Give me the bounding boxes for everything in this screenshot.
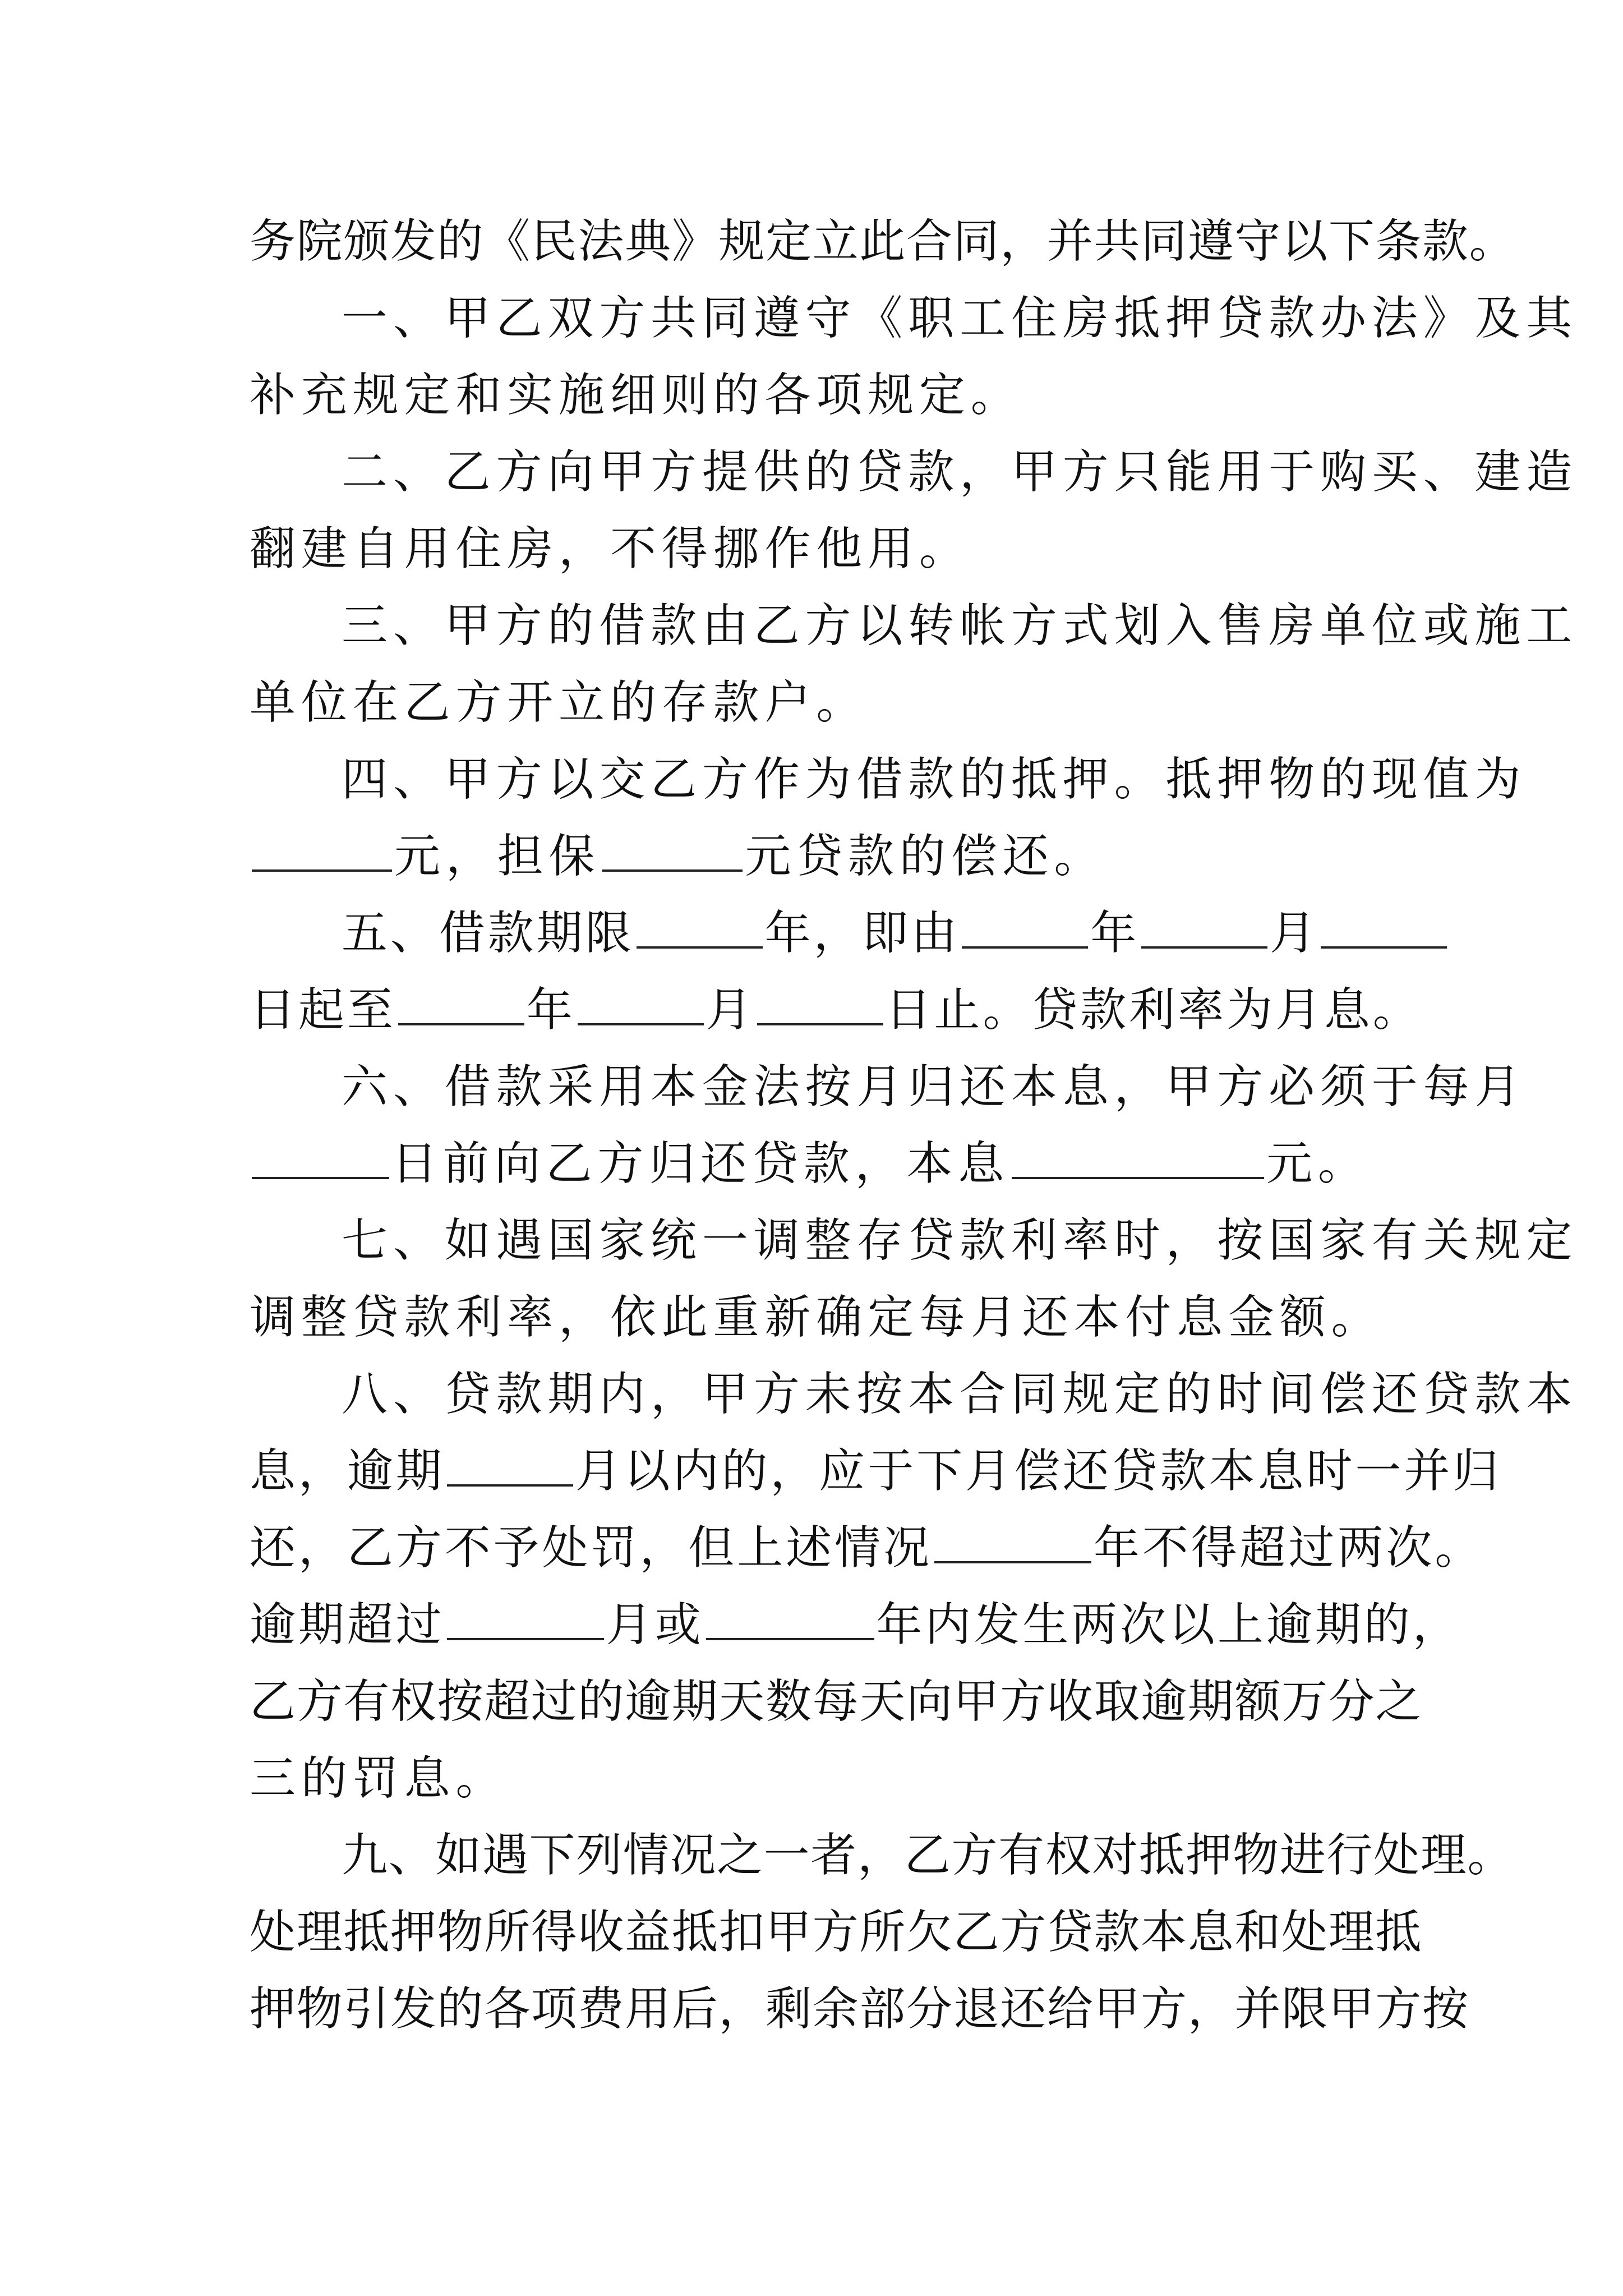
blank-field [757, 984, 883, 1025]
text-line [250, 1433, 1502, 1510]
clause-4: 四、甲方以交乙方作为借款的抵押。抵押物的现值为 [342, 753, 1527, 806]
text-line: 补充规定和实施细则的各项规定。 [250, 369, 1022, 422]
text-line: 单位在乙方开立的存款户。 [250, 676, 868, 729]
blank-field [602, 830, 743, 872]
blank-field [398, 984, 524, 1025]
text-line: 处理抵押物所得收益抵扣甲方所欠乙方贷款本息和处理抵 [250, 1906, 1423, 1959]
text-line: 三的罚息。 [250, 1752, 508, 1805]
text-line: 押物引发的各项费用后，剩余部分退还给甲方，并限甲方按 [250, 1982, 1469, 2036]
text-line [250, 972, 1422, 1048]
text-span: 元。 [1266, 1137, 1370, 1190]
text-line [250, 1586, 1461, 1663]
text-span: 元，担保 [394, 830, 601, 883]
text-span: 年，即由 [764, 907, 960, 960]
blank-field [1012, 1138, 1264, 1179]
text-span: 年 [1090, 907, 1140, 960]
clause-2: 二、乙方向甲方提供的贷款，甲方只能用于购买、建造 [342, 445, 1578, 499]
blank-field [706, 1599, 874, 1640]
text-span: 月 [1270, 907, 1319, 960]
contract-text [250, 203, 1578, 2047]
text-line [250, 1510, 1484, 1586]
blank-field [447, 1445, 573, 1487]
blank-field [637, 907, 763, 949]
blank-field [962, 907, 1088, 949]
text-line: 务院颁发的《民法典》规定立此合同，并共同遵守以下条款。 [250, 215, 1516, 268]
blank-field [1141, 907, 1267, 949]
text-span: 日止。贷款利率为月息。 [885, 983, 1422, 1037]
clause-8: 八、贷款期内，甲方未按本合同规定的时间偿还贷款本 [342, 1368, 1578, 1421]
blank-field [252, 830, 392, 872]
blank-field [1321, 907, 1447, 949]
clause-7: 七、如遇国家统一调整存贷款利率时，按国家有关规定 [342, 1214, 1578, 1267]
text-span: 月或 [606, 1598, 704, 1651]
blank-field [252, 1138, 389, 1179]
clause-9: 九、如遇下列情况之一者，乙方有权对抵押物进行处理。 [342, 1829, 1515, 1882]
blank-field [447, 1599, 604, 1640]
text-line [250, 818, 1422, 895]
text-span: 元贷款的偿还。 [745, 830, 1106, 883]
text-span: 月 [706, 983, 755, 1037]
text-span: 还，乙方不予处罚，但上述情况 [250, 1521, 932, 1575]
text-line [250, 1125, 1422, 1202]
blank-field [578, 984, 704, 1025]
text-span: 年不得超过两次。 [1093, 1521, 1484, 1575]
clause-5 [250, 895, 1422, 972]
text-line: 乙方有权按超过的逾期天数每天向甲方收取逾期额万分之 [250, 1675, 1423, 1728]
text-span: 年 [526, 983, 575, 1037]
text-line: 调整贷款利率，依此重新确定每月还本付息金额。 [250, 1291, 1383, 1344]
text-span: 日起至 [250, 983, 396, 1037]
text-span: 年内发生两次以上逾期的， [876, 1598, 1461, 1651]
text-span: 逾期超过 [250, 1598, 445, 1651]
text-span: 五、借款期限 [342, 907, 634, 960]
text-span: 日前向乙方归还贷款，本息 [391, 1137, 1010, 1190]
text-line: 翻建自用住房，不得挪作他用。 [250, 522, 971, 576]
clause-6: 六、借款采用本金法按月归还本息，甲方必须于每月 [342, 1060, 1527, 1114]
clause-1: 一、甲乙双方共同遵守《职工住房抵押贷款办法》及其 [342, 292, 1578, 345]
text-span: 月以内的，应于下月偿还贷款本息时一并归 [575, 1444, 1502, 1498]
text-span: 息，逾期 [250, 1444, 445, 1498]
clause-3: 三、甲方的借款由乙方以转帐方式划入售房单位或施工 [342, 599, 1578, 652]
blank-field [934, 1522, 1091, 1563]
